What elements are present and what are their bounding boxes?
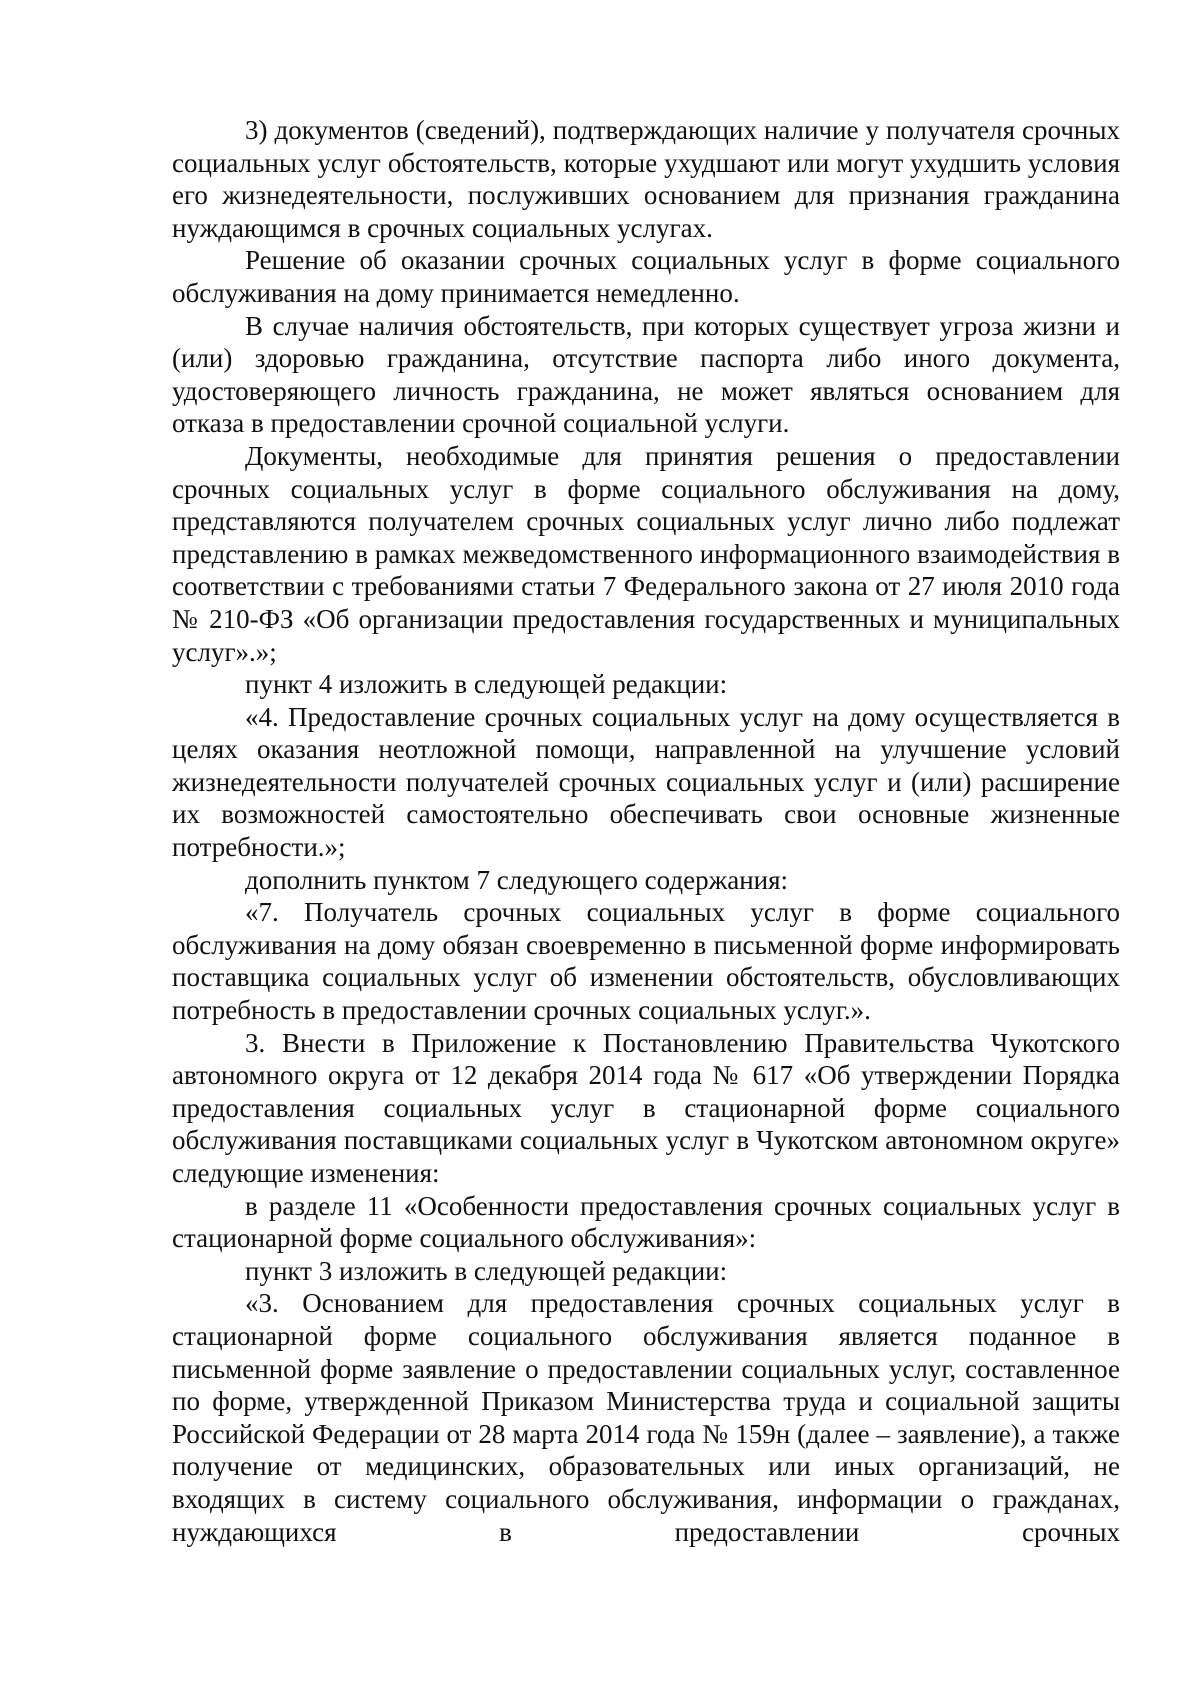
paragraph-10: в разделе 11 «Особенности предоставления срочных социальных услуг в стационарной форме социального обслуживания»: (172, 1190, 1120, 1254)
paragraph-9: 3. Внести в Приложение к Постановлению Правительства Чукотского автономного округа от 12 декабря 2014 года № 617 «Об утверждении Порядка предоставления социальных услуг в стационарной форме социального обслуживания поставщиками социальных услуг в Чукотском автономном округе» следующие изменения: (172, 1027, 1120, 1188)
paragraph-11: пункт 3 изложить в следующей редакции: (245, 1255, 728, 1286)
paragraph-2: Решение об оказании срочных социальных услуг в форме социального обслуживания на дому принимается немедленно. (172, 245, 1120, 308)
paragraph-1: 3) документов (сведений), подтверждающих наличие у получателя срочных социальных услуг обстоятельств, которые ухудшают или могут ухудшить условия его жизнедеятельности, послуживших основанием для признания гражданина нуждающимся в срочных социальных услугах. (172, 115, 1120, 243)
paragraph-6: «4. Предоставление срочных социальных услуг на дому осуществляется в целях оказания неотложной помощи, направленной на улучшение условий жизнедеятельности получателей срочных социальных услуг и (или) расширение их возможностей самостоятельно обеспечивать свои основные жизненные потребности.»; (172, 701, 1120, 863)
paragraph-7: дополнить пунктом 7 следующего содержания: (245, 864, 789, 895)
paragraph-4: Документы, необходимые для принятия решения о предоставлении срочных социальных услуг в форме социального обслуживания на дому, представляются получателем срочных социальных услуг лично либо подлежат представлению в рамках межведомственного информационного взаимодействия в соответствии с требованиями статьи 7 Федерального закона от 27 июля 2010 года № 210-ФЗ «Об организации предоставления государственных и муниципальных услуг».»; (172, 440, 1120, 667)
paragraph-12: «3. Основанием для предоставления срочных социальных услуг в стационарной форме социального обслуживания является поданное в письменной форме заявление о предоставлении социальных услуг, составленное по форме, утвержденной Приказом Министерства труда и социальной защиты Российской Федерации от 28 марта 2014 года № 159н (далее – заявление), а также получение от медицинских, образовательных или иных организаций, не входящих в систему социального обслуживания, информации о гражданах, нуждающихся в предоставлении срочных (172, 1288, 1120, 1547)
document-body (172, 114, 1120, 1548)
paragraph-3: В случае наличия обстоятельств, при которых существует угроза жизни и (или) здоровью гражданина, отсутствие паспорта либо иного документа, удостоверяющего личность гражданина, не может являться основанием для отказа в предоставлении срочной социальной услуги. (172, 310, 1120, 439)
paragraph-5: пункт 4 изложить в следующей редакции: (245, 669, 728, 700)
paragraph-8: «7. Получатель срочных социальных услуг в форме социального обслуживания на дому обязан своевременно в письменной форме информировать поставщика социальных услуг об изменении обстоятельств, обусловливающих потребность в предоставлении срочных социальных услуг.». (172, 897, 1120, 1026)
